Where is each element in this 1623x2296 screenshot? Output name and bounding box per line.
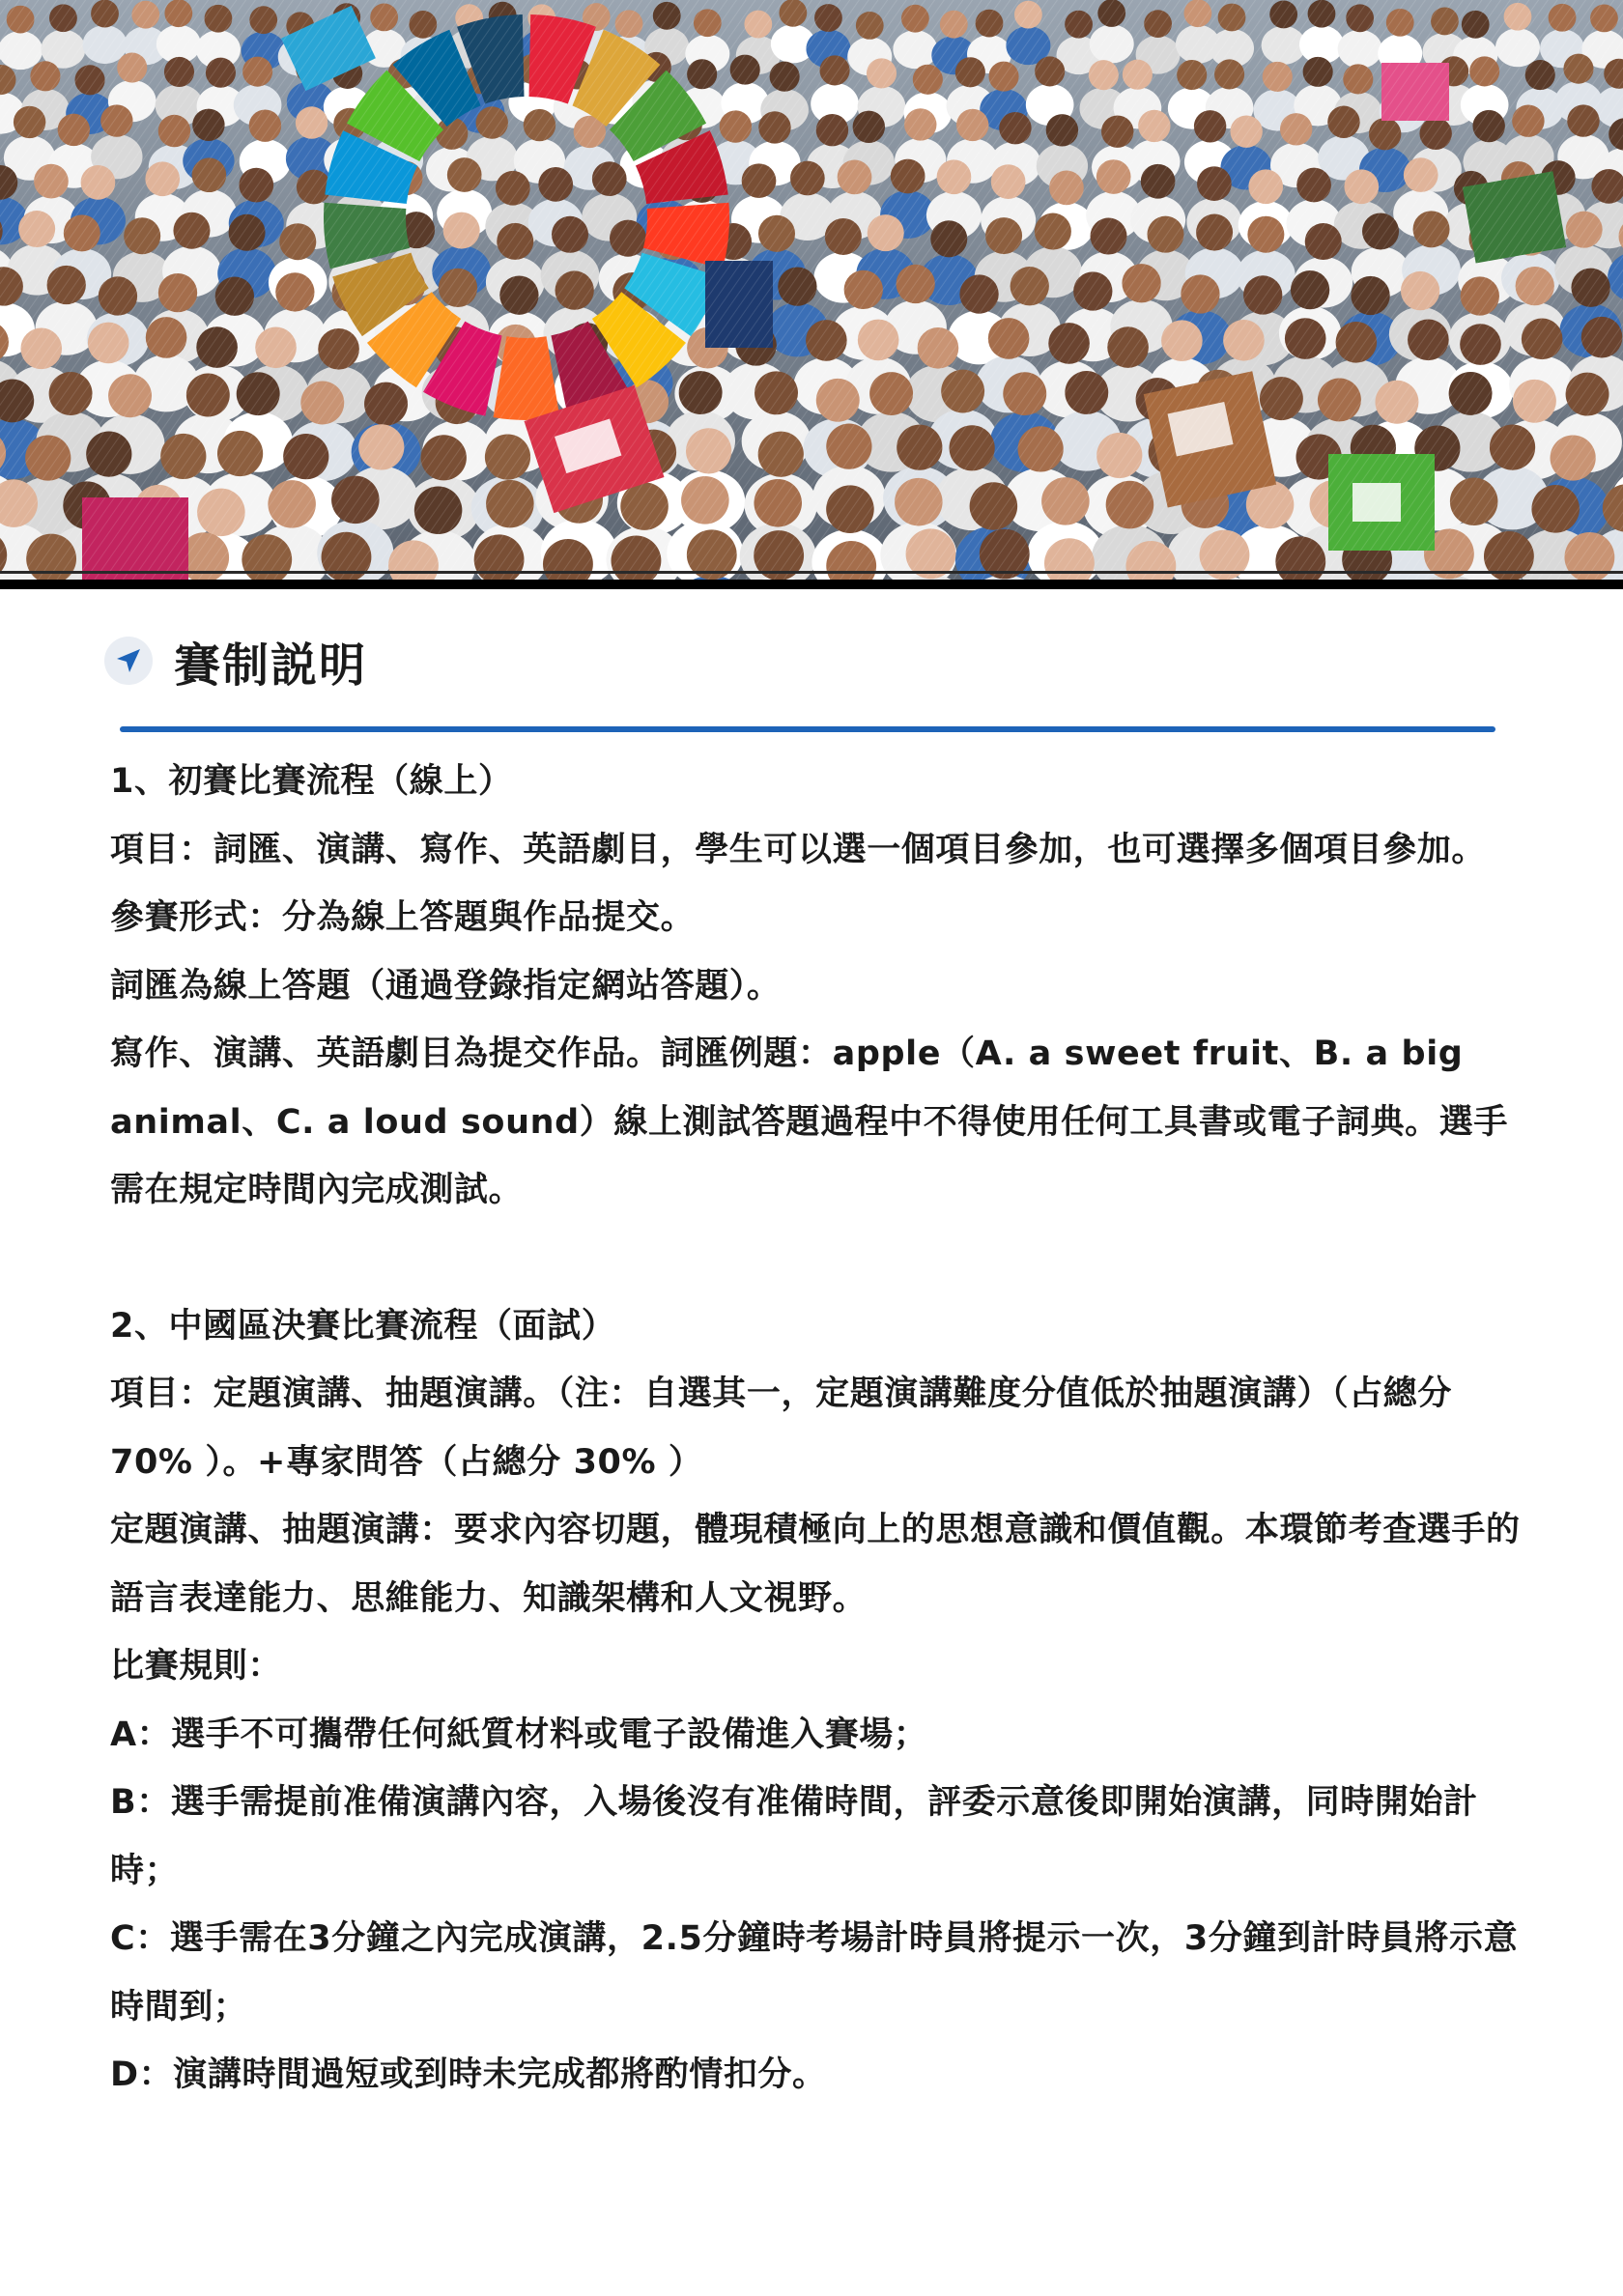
- round-1-line: 寫作、演講、英語劇目為提交作品。詞匯例題：apple（A. a sweet fruit、B. a big animal、C. a loud sound）線上測試答題過程中不得使用任何工具書或電子詞典。選手需在規定時間內完成測試。: [110, 1035, 1508, 1209]
- rule-b: B：選手需提前准備演講內容，入場後沒有准備時間，評委示意後即開始演講，同時開始計時；: [110, 1783, 1478, 1890]
- hero-divider-thin: [0, 571, 1623, 574]
- round-2-heading: 2、中國區決賽比賽流程（面試）: [110, 1306, 616, 1346]
- send-arrow-icon: [104, 637, 153, 685]
- round-1-line: 參賽形式：分為線上答題與作品提交。: [110, 898, 696, 937]
- hero-divider: [0, 580, 1623, 589]
- section-underline: [120, 726, 1495, 732]
- section-heading: [104, 626, 367, 695]
- crowd-photo-illustration: [0, 0, 1623, 580]
- rule-a: A：選手不可攜帶任何紙質材料或電子設備進入賽場；: [110, 1715, 928, 1754]
- rules-content: [110, 748, 1523, 2110]
- paragraph-spacer: [110, 1225, 1523, 1292]
- hero-photo: [0, 0, 1623, 580]
- section-title: 賽制説明: [174, 638, 368, 693]
- rule-d: D：演講時間過短或到時未完成都將酌情扣分。: [110, 2055, 827, 2094]
- round-1-heading: 1、初賽比賽流程（線上）: [110, 762, 513, 801]
- rule-c: C：選手需在3分鐘之內完成演講，2.5分鐘時考場計時員將提示一次，3分鐘到計時員將示意時間到；: [110, 1919, 1519, 2027]
- round-1-line: 詞匯為線上答題（通過登錄指定網站答題）。: [110, 966, 782, 1006]
- round-2-line: 比賽規則：: [110, 1647, 283, 1686]
- round-2-line: 定題演講、抽題演講：要求內容切題，體現積極向上的思想意識和價值觀。本環節考查選手的語言表達能力、思維能力、知識架構和人文視野。: [110, 1511, 1521, 1618]
- round-1-line: 項目：詞匯、演講、寫作、英語劇目，學生可以選一個項目參加，也可選擇多個項目參加。: [110, 830, 1487, 869]
- round-2-line: 項目：定題演講、抽題演講。（注：自選其一，定題演講難度分值低於抽題演講）（占總分 70% ）。+專家問答（占總分 30% ）: [110, 1375, 1453, 1482]
